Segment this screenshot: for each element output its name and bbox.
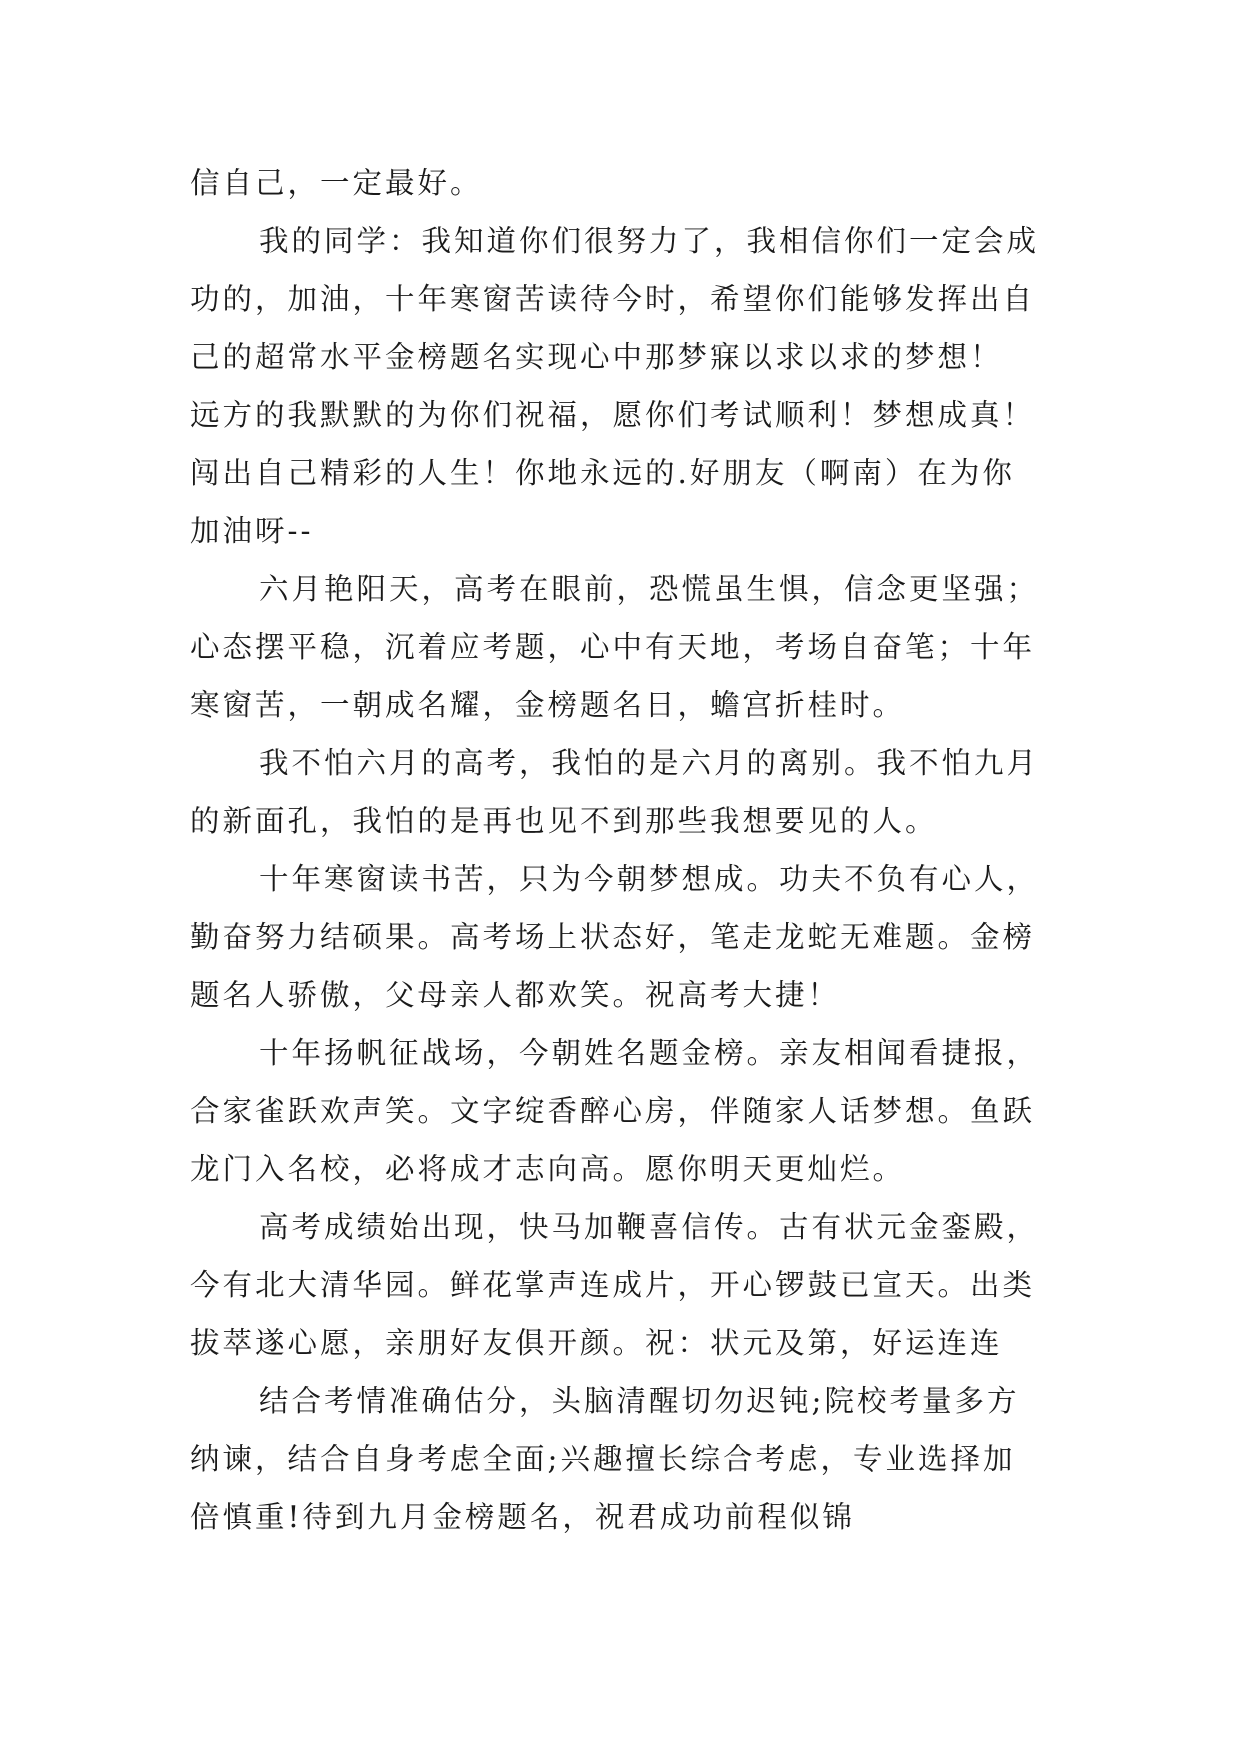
text-line: 题名人骄傲，父母亲人都欢笑。祝高考大捷！ xyxy=(190,978,841,1012)
text-line: 十年扬帆征战场，今朝姓名题金榜。亲友相闻看捷报， xyxy=(259,1036,1040,1070)
text-line: 寒窗苦，一朝成名耀，金榜题名日，蟾宫折桂时。 xyxy=(190,688,906,722)
text-line: 闯出自己精彩的人生！你地永远的.好朋友（啊南）在为你 xyxy=(190,456,1015,490)
text-line: 信自己，一定最好。 xyxy=(190,166,483,200)
document-body xyxy=(190,154,1060,1546)
text-line: 己的超常水平金榜题名实现心中那梦寐以求以求的梦想！ xyxy=(190,340,1003,374)
text-line: 六月艳阳天，高考在眼前，恐慌虽生惧，信念更坚强； xyxy=(259,572,1040,606)
text-line: 远方的我默默的为你们祝福，愿你们考试顺利！梦想成真！ xyxy=(190,398,1036,432)
text-line: 十年寒窗读书苦，只为今朝梦想成。功夫不负有心人， xyxy=(259,862,1040,896)
text-line: 我不怕六月的高考，我怕的是六月的离别。我不怕九月 xyxy=(259,746,1040,780)
text-line: 功的，加油，十年寒窗苦读待今时，希望你们能够发挥出自 xyxy=(190,282,1036,316)
text-line: 龙门入名校，必将成才志向高。愿你明天更灿烂。 xyxy=(190,1152,906,1186)
text-line: 心态摆平稳，沉着应考题，心中有天地，考场自奋笔；十年 xyxy=(190,630,1036,664)
text-line: 纳谏，结合自身考虑全面;兴趣擅长综合考虑，专业选择加 xyxy=(190,1442,1016,1476)
text-line: 拔萃遂心愿，亲朋好友俱开颜。祝：状元及第，好运连连 xyxy=(190,1326,1003,1360)
text-line: 我的同学：我知道你们很努力了，我相信你们一定会成 xyxy=(259,224,1040,258)
text-line: 加油呀-- xyxy=(190,514,314,548)
text-line: 结合考情准确估分，头脑清醒切勿迟钝;院校考量多方 xyxy=(259,1384,1020,1418)
text-line: 合家雀跃欢声笑。文字绽香醉心房，伴随家人话梦想。鱼跃 xyxy=(190,1094,1036,1128)
text-line: 勤奋努力结硕果。高考场上状态好，笔走龙蛇无难题。金榜 xyxy=(190,920,1036,954)
text-line: 的新面孔，我怕的是再也见不到那些我想要见的人。 xyxy=(190,804,938,838)
text-line: 倍慎重!待到九月金榜题名，祝君成功前程似锦 xyxy=(190,1500,855,1534)
text-line: 今有北大清华园。鲜花掌声连成片，开心锣鼓已宣天。出类 xyxy=(190,1268,1036,1302)
text-line: 高考成绩始出现，快马加鞭喜信传。古有状元金銮殿， xyxy=(259,1210,1040,1244)
